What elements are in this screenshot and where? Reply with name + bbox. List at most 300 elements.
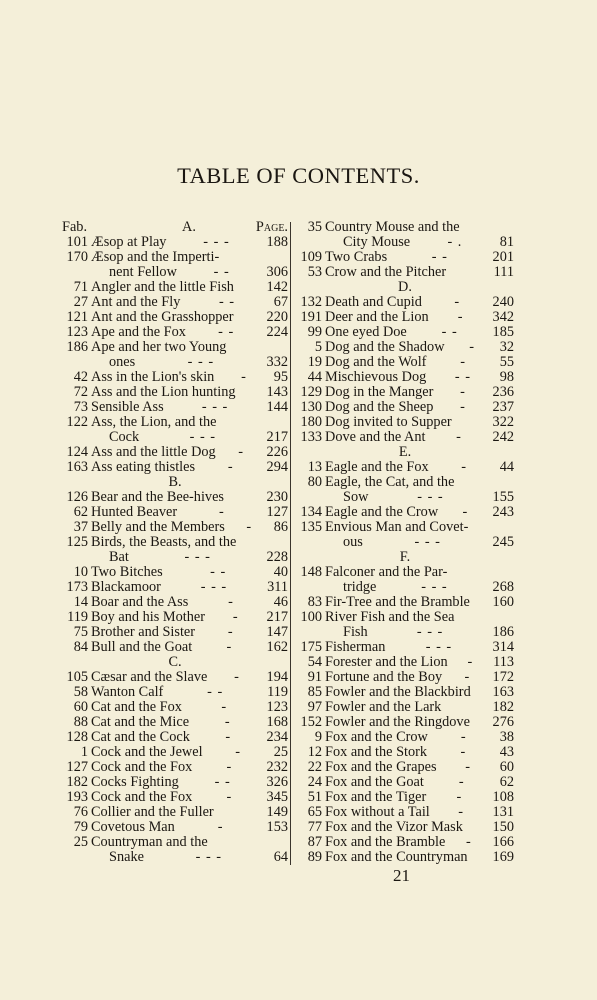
entry-text [325,340,514,355]
fable-title: Fox and the Goat [325,775,424,790]
entry-text [325,385,514,400]
leader-dashes: - - [218,295,236,310]
page-ref: 217 [266,430,288,445]
leader-dashes [234,310,267,325]
leader-dashes [441,700,492,715]
toc-entry [62,385,288,400]
toc-entry [62,850,288,865]
page-ref: 220 [266,310,288,325]
toc-entry [296,640,514,655]
toc-entry [62,625,288,640]
leader-dashes: - - [218,325,235,340]
leader-dashes: - [221,700,228,715]
fable-title: Cock and the Fox [91,760,193,775]
fable-title: Countryman and the [91,835,208,850]
entry-text [91,400,288,415]
entry-text [325,580,514,595]
toc-entry [62,775,288,790]
leader-dashes: - - [214,775,231,790]
toc-entry [296,235,514,250]
fable-title: Two Crabs [325,250,388,265]
leader-dashes: - - [207,685,224,700]
fable-title: Ass and the Lion hunting [91,385,236,400]
toc-entry [62,235,288,250]
leader-dashes [214,805,267,820]
fable-title: Ass in the Lion's skin [91,370,215,385]
leader-dashes: - - [441,325,458,340]
toc-entry [296,220,514,235]
entry-text [325,565,514,580]
entry-text [91,430,288,445]
entry-text [325,310,514,325]
toc-entry [62,595,288,610]
fable-title: Cæsar and the Slave [91,670,208,685]
entry-text [91,775,288,790]
fable-title: Fox and the Grapes [325,760,437,775]
leader-dashes: - [217,820,224,835]
fable-number: 12 [307,744,322,760]
fable-title: Fish [343,625,368,640]
toc-entry [62,730,288,745]
entry-text [325,820,514,835]
leader-dashes [463,820,493,835]
page-ref: 226 [266,445,288,460]
fable-number [296,490,325,505]
entry-text [325,250,514,265]
leader-dashes: - [457,310,464,325]
toc-entry [296,805,514,820]
leader-dashes: - [460,745,467,760]
fable-number: 186 [66,339,88,355]
toc-entry [62,835,288,850]
entry-text [325,325,514,340]
leader-dashes: - [454,295,461,310]
leader-dashes [454,475,514,490]
fable-number: 58 [73,684,88,700]
fable-title: Eagle and the Crow [325,505,439,520]
page-ref: 185 [492,325,514,340]
fable-title: Cock and the Fox [91,790,193,805]
fable-number: 99 [307,324,322,340]
page-ref: 322 [492,415,514,430]
page-ref: 345 [266,790,288,805]
entry-text [91,625,288,640]
toc-entry [296,760,514,775]
entry-text [325,790,514,805]
fable-title: Snake [109,850,144,865]
fable-title: Blackamoor [91,580,161,595]
toc-entry [296,505,514,520]
fable-title: Sensible Ass [91,400,164,415]
fable-number: 51 [307,789,322,805]
entry-text [91,610,288,625]
fable-title: Country Mouse and the [325,220,460,235]
fable-number: 127 [66,759,88,775]
fable-title: Æsop and the Imperti- [91,250,220,265]
entry-text [325,775,514,790]
toc-entry [62,745,288,760]
page-ref: 98 [499,370,514,385]
fable-number: 170 [66,249,88,265]
leader-dashes [219,250,288,265]
toc-entry [62,790,288,805]
entry-text [91,325,288,340]
page-ref: 111 [493,265,514,280]
page-ref: 67 [273,295,288,310]
fable-number: 100 [300,609,322,625]
fable-title: Ass and the little Dog [91,445,216,460]
leader-dashes: - - - [203,235,230,250]
page-ref: 232 [266,760,288,775]
fable-title: Dog invited to Supper [325,415,452,430]
section-letter: C. [168,654,182,670]
leader-dashes: - [467,655,474,670]
fable-number: 25 [73,834,88,850]
fable-number: 105 [66,669,88,685]
page-ref: 142 [266,280,288,295]
fable-number: 125 [66,534,88,550]
fable-title: Fisherman [325,640,386,655]
leader-dashes [470,595,493,610]
page-ref: 143 [266,385,288,400]
toc-entry [62,520,288,535]
entry-text [325,670,514,685]
fable-number: 5 [314,339,322,355]
leader-dashes [226,340,288,355]
toc-entry [62,430,288,445]
entry-text [91,835,288,850]
left-column [62,220,288,865]
page-ref: 194 [266,670,288,685]
page-ref: 40 [273,565,288,580]
fable-title: Bull and the Goat [91,640,193,655]
fable-title: Fowler and the Blackbird [325,685,471,700]
entry-text [325,490,514,505]
fable-title: Dog and the Wolf [325,355,427,370]
fable-title: Cocks Fighting [91,775,179,790]
fable-title: Ass eating thistles [91,460,196,475]
leader-dashes: - [464,670,471,685]
page-ref: 242 [492,430,514,445]
fable-number: 72 [73,384,88,400]
leader-dashes: - [224,715,231,730]
leader-dashes [216,415,288,430]
fable-number: 180 [300,414,322,430]
toc-entry [296,655,514,670]
toc-entry [62,295,288,310]
fable-title: Two Bitches [91,565,163,580]
section-letter: F. [399,549,411,565]
toc-entry [62,640,288,655]
page-ref: 311 [267,580,288,595]
fable-number: 128 [66,729,88,745]
toc-entry [62,535,288,550]
entry-text [91,820,288,835]
entry-text [91,595,288,610]
entry-text [325,355,514,370]
leader-dashes [470,715,493,730]
page-ref: 55 [499,355,514,370]
entry-text [91,505,288,520]
leader-dashes: - [238,445,244,460]
toc-entry [296,745,514,760]
page-ref: 160 [492,595,514,610]
fable-number: 9 [314,729,322,745]
fable-number: 84 [73,639,88,655]
page-ref: 169 [492,850,514,865]
page-ref: 81 [499,235,514,250]
fable-title: Boar and the Ass [91,595,189,610]
entry-text [325,520,514,535]
leader-dashes [224,490,267,505]
leader-dashes: - [241,370,247,385]
page-ref: 162 [266,640,288,655]
page-ref: 228 [266,550,288,565]
leader-dashes [471,685,493,700]
fable-number: 37 [73,519,88,535]
leader-dashes: - [466,835,472,850]
entry-text [91,340,288,355]
fable-number: 13 [307,459,322,475]
leader-dashes: - [225,730,232,745]
entry-text [91,295,288,310]
toc-entry [296,820,514,835]
leader-dashes: - - - [201,400,229,415]
page-ref: 86 [273,520,288,535]
leader-dashes [447,565,514,580]
entry-text [91,565,288,580]
fable-title: Fox and the Countryman [325,850,468,865]
toc-entry [296,565,514,580]
page-ref: 25 [273,745,288,760]
fable-number: 97 [307,699,322,715]
page-ref: 332 [266,355,288,370]
fable-title: Fir-Tree and the Bramble [325,595,470,610]
fable-number [296,580,325,595]
toc-entry [296,850,514,865]
page-ref: 44 [499,460,514,475]
section-letter: E. [398,444,412,460]
entry-text [91,280,288,295]
page-ref: 144 [266,400,288,415]
toc-entry [296,535,514,550]
fable-title: Collier and the Fuller [91,805,214,820]
fable-title: nent Fellow [109,265,177,280]
fable-number [296,625,325,640]
leader-dashes [446,265,494,280]
page-ref: 32 [499,340,514,355]
fable-number [62,355,91,370]
page-ref: 268 [492,580,514,595]
fable-title: Dog and the Sheep [325,400,434,415]
fable-number: 10 [73,564,88,580]
fable-title: Birds, the Beasts, and the [91,535,237,550]
fable-number: 19 [307,354,322,370]
fable-number: 71 [73,279,88,295]
entry-text [91,715,288,730]
toc-entry [62,805,288,820]
page-title: TABLE OF CONTENTS. [177,163,420,188]
page-ref: 342 [492,310,514,325]
toc-entry [296,310,514,325]
fable-number: 126 [66,489,88,505]
fable-title: Ant and the Grasshopper [91,310,234,325]
toc-entry [62,325,288,340]
page-ref: 155 [492,490,514,505]
toc-entry [296,415,514,430]
page-ref: 224 [266,325,288,340]
leader-dashes: - - [431,250,448,265]
leader-dashes: - [458,805,465,820]
entry-text [325,415,514,430]
entry-text [91,790,288,805]
page-ref: 113 [493,655,514,670]
entry-text [91,730,288,745]
fable-title: Eagle, the Cat, and the [325,475,455,490]
fable-title: Fowler and the Lark [325,700,442,715]
fable-number: 65 [307,804,322,820]
leader-dashes: - - [454,370,472,385]
entry-text [325,625,514,640]
fable-number: 85 [307,684,322,700]
fable-title: Fox and the Bramble [325,835,446,850]
leader-dashes: - [461,460,468,475]
entry-text [91,490,288,505]
leader-dashes: - - - [189,430,217,445]
fable-title: Ass, the Lion, and the [91,415,217,430]
entry-text [91,700,288,715]
leader-dashes: - - - [187,355,215,370]
fable-number: 62 [73,504,88,520]
toc-entry [62,370,288,385]
entry-text [325,805,514,820]
toc-entry [296,385,514,400]
entry-text [91,805,288,820]
leader-dashes [208,835,288,850]
entry-text [91,460,288,475]
fable-number: 124 [66,444,88,460]
entry-text [91,550,288,565]
entry-text [325,370,514,385]
leader-dashes [452,415,493,430]
page-ref: 108 [492,790,514,805]
entry-text [91,310,288,325]
leader-dashes: - - - [414,535,441,550]
toc-entry [296,475,514,490]
toc-entry [296,670,514,685]
fable-number: 60 [73,699,88,715]
entry-text [325,595,514,610]
leader-dashes: - [227,460,234,475]
leader-dashes: - - - [195,850,223,865]
page-ref: 64 [273,850,288,865]
entry-text [325,685,514,700]
entry-text [325,850,514,865]
fable-title: Æsop at Play [91,235,167,250]
fable-number: 130 [300,399,322,415]
fable-title: Ape and her two Young [91,340,227,355]
fable-number [296,535,325,550]
section-letter: D. [398,279,412,295]
fable-number: 22 [307,759,322,775]
leader-dashes: - [235,745,242,760]
page-ref: 326 [266,775,288,790]
fable-title: Boy and his Mother [91,610,205,625]
leader-dashes [234,280,267,295]
toc-entry [62,460,288,475]
page-ref: 127 [266,505,288,520]
fable-title: Fox and the Stork [325,745,428,760]
leader-dashes: - [234,670,240,685]
toc-entry [296,295,514,310]
page-ref: 62 [499,775,514,790]
fable-number: 87 [307,834,322,850]
leader-dashes: - [226,640,233,655]
page-ref: 149 [266,805,288,820]
fable-number: 73 [73,399,88,415]
toc-entry [62,580,288,595]
fable-title: Mischievous Dog [325,370,427,385]
page-ref: 172 [492,670,514,685]
page-ref: 168 [266,715,288,730]
fable-title: Cat and the Cock [91,730,190,745]
fable-number: 83 [307,594,322,610]
column-header [62,220,288,235]
toc-entry [296,400,514,415]
fable-title: Fortune and the Boy [325,670,443,685]
entry-text [325,235,514,250]
fable-number [62,430,91,445]
toc-entry [296,460,514,475]
page-ref: 245 [492,535,514,550]
page-ref: 243 [492,505,514,520]
toc-entry [296,265,514,280]
fable-number: 44 [307,369,322,385]
fable-number: 193 [66,789,88,805]
entry-text [325,460,514,475]
toc-entry [296,490,514,505]
toc-entry [62,355,288,370]
toc-entry [296,730,514,745]
page-ref: 230 [266,490,288,505]
fable-title: City Mouse [343,235,411,250]
page-ref: 314 [492,640,514,655]
fable-number: 129 [300,384,322,400]
entry-text [325,610,514,625]
page-ref: 188 [266,235,288,250]
entry-text [325,745,514,760]
fable-title: Fox and the Tiger [325,790,427,805]
fable-title: tridge [343,580,377,595]
fable-title: Dove and the Ant [325,430,426,445]
fable-title: Covetous Man [91,820,175,835]
fable-number: 35 [307,219,322,235]
toc-entry [62,490,288,505]
leader-dashes: - [462,505,469,520]
page-ref: 276 [492,715,514,730]
entry-text [91,265,288,280]
fable-title: Hunted Beaver [91,505,178,520]
toc-entry [296,595,514,610]
toc-entry [62,565,288,580]
leader-dashes: - [456,790,463,805]
page-ref: 236 [492,385,514,400]
page-ref: 46 [273,595,288,610]
page-ref: 163 [492,685,514,700]
fable-title: Ant and the Fly [91,295,181,310]
toc-entry [296,250,514,265]
column-divider [290,222,291,865]
